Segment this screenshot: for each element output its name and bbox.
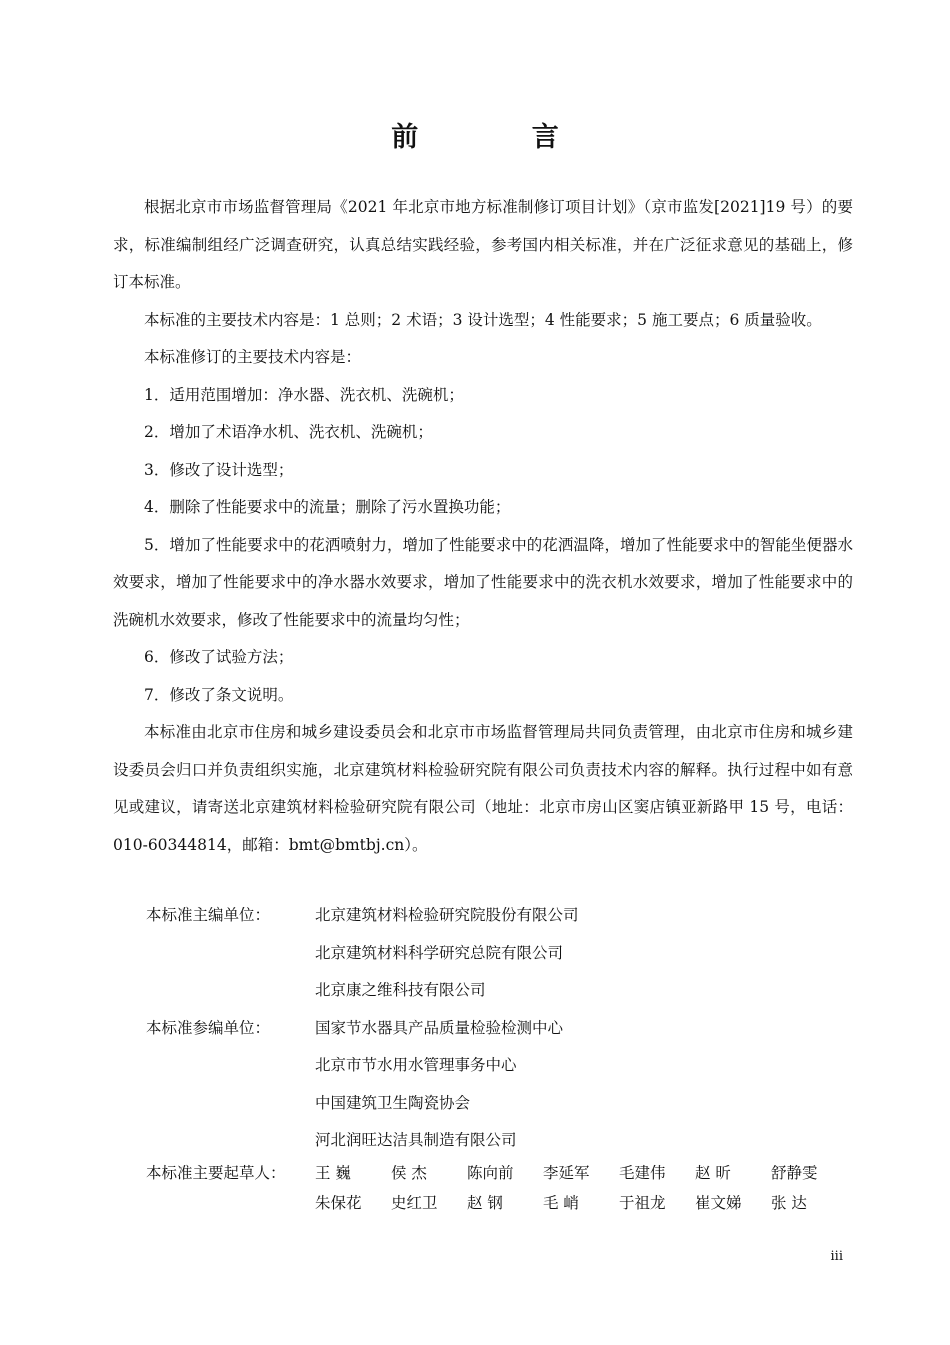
- drafter-names: [315, 1158, 853, 1188]
- revision-item-1: 1．适用范围增加：净水器、洗衣机、洗碗机；: [144, 385, 464, 404]
- participating-unit-name: 河北润旺达洁具制造有限公司: [315, 1131, 517, 1149]
- chief-units-label: 本标准主编单位：: [146, 906, 271, 924]
- paragraph-main-content: 本标准的主要技术内容是：1 总则；2 术语；3 设计选型；4 性能要求；5 施工要点；6 质量验收。: [144, 310, 822, 329]
- drafter-name: 张 达: [771, 1194, 807, 1212]
- chief-unit-row: [113, 935, 853, 973]
- drafter-name: 赵 昕: [695, 1164, 731, 1182]
- drafter-name: 王 巍: [315, 1164, 351, 1182]
- drafter-name: 李延军: [543, 1164, 590, 1182]
- participating-unit-name: 国家节水器具产品质量检验检测中心: [315, 1018, 564, 1037]
- participating-unit-row: [113, 1085, 853, 1123]
- foreword-body: [113, 189, 853, 864]
- revision-item-7: 7．修改了条文说明。: [144, 685, 294, 704]
- chief-unit-name: 北京建筑材料科学研究总院有限公司: [315, 943, 564, 962]
- participating-unit-row: [113, 1122, 853, 1160]
- chief-unit-name: 北京建筑材料检验研究院股份有限公司: [315, 906, 579, 924]
- drafter-name: 侯 杰: [391, 1164, 427, 1182]
- drafter-name: 朱保花: [315, 1194, 362, 1212]
- revision-item-6: 6．修改了试验方法；: [144, 648, 294, 666]
- revision-item-3: 3．修改了设计选型；: [144, 460, 294, 479]
- participating-unit-row: [113, 1047, 853, 1085]
- drafter-names: [315, 1188, 853, 1218]
- units-section: [113, 897, 853, 1160]
- paragraph-basis: 根据北京市市场监督管理局《2021 年北京市地方标准制修订项目计划》（京市监发[2021]19 号）的要求，标准编制组经广泛调查研究，认真总结实践经验，参考国内相关标准，并在广泛征求意见的基础上，修订本标准。: [113, 198, 853, 291]
- page-number: iii: [830, 1249, 843, 1264]
- chief-unit-row: [113, 972, 853, 1010]
- revision-item-4: 4．删除了性能要求中的流量；删除了污水置换功能；: [144, 498, 511, 516]
- page-title: 前 言: [391, 122, 611, 153]
- drafters-label: 本标准主要起草人：: [146, 1164, 286, 1182]
- participating-unit-name: 北京市节水用水管理事务中心: [315, 1056, 517, 1074]
- drafter-row: [113, 1158, 853, 1188]
- revision-item-5: 5．增加了性能要求中的花洒喷射力，增加了性能要求中的花洒温降，增加了性能要求中的智能坐便器水效要求，增加了性能要求中的净水器水效要求，增加了性能要求中的洗衣机水效要求，增加了性能要求中的洗碗机水效要求，修改了性能要求中的流量均匀性；: [113, 535, 853, 629]
- drafter-name: 赵 钢: [467, 1194, 503, 1212]
- paragraph-revision-intro: 本标准修订的主要技术内容是：: [144, 348, 362, 366]
- drafter-name: 毛 峭: [543, 1194, 579, 1212]
- participating-unit-name: 中国建筑卫生陶瓷协会: [315, 1093, 471, 1112]
- drafter-name: 于祖龙: [619, 1194, 666, 1212]
- revision-item-2: 2．增加了术语净水机、洗衣机、洗碗机；: [144, 423, 433, 441]
- drafter-name: 崔文娣: [695, 1194, 742, 1212]
- drafter-name: 舒静雯: [771, 1164, 818, 1182]
- participating-units-label: 本标准参编单位：: [146, 1018, 271, 1037]
- chief-unit-name: 北京康之维科技有限公司: [315, 981, 486, 999]
- drafters-section: [113, 1158, 853, 1218]
- drafter-row: [113, 1188, 853, 1218]
- paragraph-management: 本标准由北京市住房和城乡建设委员会和北京市市场监督管理局共同负责管理，由北京市住房和城乡建设委员会归口并负责组织实施，北京建筑材料检验研究院有限公司负责技术内容的解释。执行过程中如有意见或建议，请寄送北京建筑材料检验研究院有限公司（地址：北京市房山区窦店镇亚新路甲 15 号，电话：010-60344814，邮箱：bmt@bmtbj.cn）。: [113, 723, 853, 854]
- drafter-name: 陈向前: [467, 1164, 514, 1182]
- drafter-name: 史红卫: [391, 1194, 438, 1212]
- chief-unit-row: [113, 897, 853, 935]
- drafter-name: 毛建伟: [619, 1164, 666, 1182]
- participating-unit-row: [113, 1010, 853, 1048]
